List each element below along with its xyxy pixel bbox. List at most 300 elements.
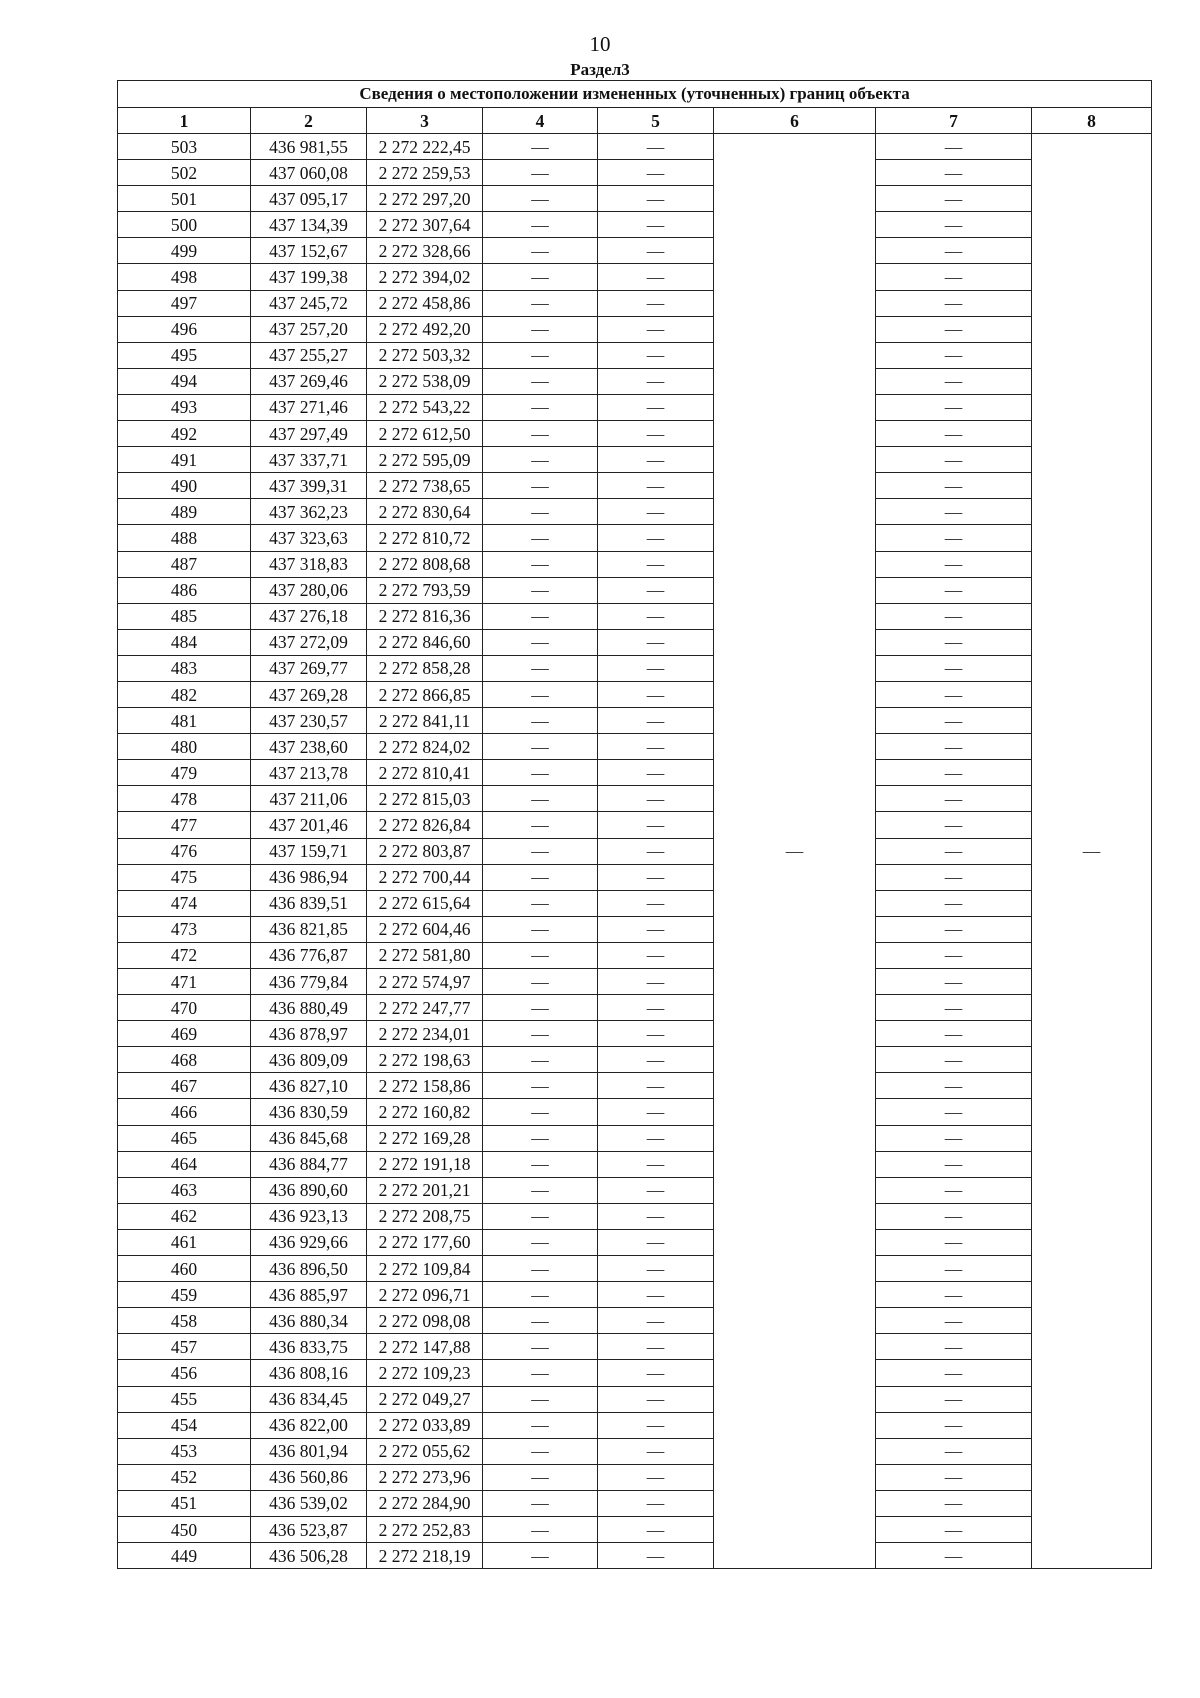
table-row <box>118 1464 1152 1490</box>
table-row <box>118 1047 1152 1073</box>
column-5-cell: — <box>598 1412 714 1438</box>
y-coordinate-cell: 2 272 147,88 <box>367 1334 483 1360</box>
column-5-cell: — <box>598 368 714 394</box>
column-7-cell: — <box>876 1412 1032 1438</box>
table-row <box>118 708 1152 734</box>
column-7-cell: — <box>876 1490 1032 1516</box>
y-coordinate-cell: 2 272 858,28 <box>367 655 483 681</box>
column-4-cell: — <box>483 812 598 838</box>
point-number-cell: 499 <box>118 238 251 264</box>
table-row <box>118 1438 1152 1464</box>
table-row <box>118 186 1152 212</box>
column-4-cell: — <box>483 1099 598 1125</box>
table-row <box>118 1099 1152 1125</box>
column-4-cell: — <box>483 1464 598 1490</box>
column-7-cell: — <box>876 394 1032 420</box>
column-4-cell: — <box>483 1229 598 1255</box>
column-5-cell: — <box>598 760 714 786</box>
y-coordinate-cell: 2 272 191,18 <box>367 1151 483 1177</box>
y-coordinate-cell: 2 272 581,80 <box>367 942 483 968</box>
x-coordinate-cell: 437 255,27 <box>251 342 367 368</box>
column-5-cell: — <box>598 1151 714 1177</box>
table-row <box>118 1073 1152 1099</box>
table-row <box>118 134 1152 160</box>
y-coordinate-cell: 2 272 055,62 <box>367 1438 483 1464</box>
column-header: 7 <box>876 108 1032 134</box>
column-5-cell: — <box>598 1125 714 1151</box>
y-coordinate-cell: 2 272 158,86 <box>367 1073 483 1099</box>
x-coordinate-cell: 437 159,71 <box>251 838 367 864</box>
column-4-cell: — <box>483 603 598 629</box>
x-coordinate-cell: 436 880,49 <box>251 995 367 1021</box>
table-row <box>118 499 1152 525</box>
column-5-cell: — <box>598 577 714 603</box>
column-5-cell: — <box>598 1021 714 1047</box>
column-4-cell: — <box>483 1412 598 1438</box>
y-coordinate-cell: 2 272 222,45 <box>367 134 483 160</box>
point-number-cell: 473 <box>118 916 251 942</box>
column-4-cell: — <box>483 681 598 707</box>
table-row <box>118 551 1152 577</box>
point-number-cell: 492 <box>118 421 251 447</box>
y-coordinate-cell: 2 272 284,90 <box>367 1490 483 1516</box>
y-coordinate-cell: 2 272 033,89 <box>367 1412 483 1438</box>
column-7-cell: — <box>876 473 1032 499</box>
column-4-cell: — <box>483 134 598 160</box>
table-row <box>118 916 1152 942</box>
column-7-cell: — <box>876 1125 1032 1151</box>
table-body <box>118 134 1152 1569</box>
column-7-cell: — <box>876 499 1032 525</box>
x-coordinate-cell: 437 318,83 <box>251 551 367 577</box>
column-5-cell: — <box>598 1334 714 1360</box>
column-5-cell: — <box>598 1282 714 1308</box>
x-coordinate-cell: 437 269,46 <box>251 368 367 394</box>
column-5-cell: — <box>598 473 714 499</box>
y-coordinate-cell: 2 272 543,22 <box>367 394 483 420</box>
column-7-cell: — <box>876 1256 1032 1282</box>
column-5-cell: — <box>598 1490 714 1516</box>
column-header: 1 <box>118 108 251 134</box>
column-7-cell: — <box>876 421 1032 447</box>
point-number-cell: 461 <box>118 1229 251 1255</box>
x-coordinate-cell: 437 276,18 <box>251 603 367 629</box>
table-row <box>118 316 1152 342</box>
page-number: 10 <box>589 32 611 56</box>
x-coordinate-cell: 436 878,97 <box>251 1021 367 1047</box>
column-7-cell: — <box>876 969 1032 995</box>
column-7-cell: — <box>876 1282 1032 1308</box>
column-7-cell: — <box>876 264 1032 290</box>
table-row <box>118 264 1152 290</box>
column-8-merged-cell: — <box>1032 134 1152 1569</box>
column-5-cell: — <box>598 708 714 734</box>
y-coordinate-cell: 2 272 297,20 <box>367 186 483 212</box>
point-number-cell: 451 <box>118 1490 251 1516</box>
column-4-cell: — <box>483 1543 598 1569</box>
column-7-cell: — <box>876 1308 1032 1334</box>
column-7-cell: — <box>876 1203 1032 1229</box>
table-row <box>118 1490 1152 1516</box>
point-number-cell: 467 <box>118 1073 251 1099</box>
column-header: 4 <box>483 108 598 134</box>
y-coordinate-cell: 2 272 824,02 <box>367 734 483 760</box>
column-4-cell: — <box>483 1125 598 1151</box>
column-4-cell: — <box>483 760 598 786</box>
x-coordinate-cell: 436 885,97 <box>251 1282 367 1308</box>
column-4-cell: — <box>483 238 598 264</box>
column-4-cell: — <box>483 995 598 1021</box>
y-coordinate-cell: 2 272 394,02 <box>367 264 483 290</box>
column-5-cell: — <box>598 212 714 238</box>
column-5-cell: — <box>598 916 714 942</box>
point-number-cell: 497 <box>118 290 251 316</box>
x-coordinate-cell: 437 060,08 <box>251 160 367 186</box>
y-coordinate-cell: 2 272 160,82 <box>367 1099 483 1125</box>
column-4-cell: — <box>483 577 598 603</box>
y-coordinate-cell: 2 272 574,97 <box>367 969 483 995</box>
table-row <box>118 1308 1152 1334</box>
table-caption: Сведения о местоположении измененных (уточненных) границ объекта <box>118 81 1152 108</box>
column-4-cell: — <box>483 1308 598 1334</box>
column-4-cell: — <box>483 525 598 551</box>
x-coordinate-cell: 436 822,00 <box>251 1412 367 1438</box>
y-coordinate-cell: 2 272 218,19 <box>367 1543 483 1569</box>
column-4-cell: — <box>483 447 598 473</box>
table-row <box>118 1360 1152 1386</box>
column-7-cell: — <box>876 812 1032 838</box>
column-4-cell: — <box>483 655 598 681</box>
point-number-cell: 480 <box>118 734 251 760</box>
table-row <box>118 760 1152 786</box>
column-4-cell: — <box>483 708 598 734</box>
column-4-cell: — <box>483 786 598 812</box>
column-4-cell: — <box>483 890 598 916</box>
point-number-cell: 500 <box>118 212 251 238</box>
column-4-cell: — <box>483 1360 598 1386</box>
table-row <box>118 212 1152 238</box>
table-row <box>118 786 1152 812</box>
column-5-cell: — <box>598 1099 714 1125</box>
y-coordinate-cell: 2 272 816,36 <box>367 603 483 629</box>
column-5-cell: — <box>598 447 714 473</box>
column-7-cell: — <box>876 995 1032 1021</box>
x-coordinate-cell: 436 896,50 <box>251 1256 367 1282</box>
column-5-cell: — <box>598 1256 714 1282</box>
column-5-cell: — <box>598 890 714 916</box>
column-4-cell: — <box>483 499 598 525</box>
column-4-cell: — <box>483 342 598 368</box>
table-row <box>118 421 1152 447</box>
x-coordinate-cell: 436 839,51 <box>251 890 367 916</box>
y-coordinate-cell: 2 272 810,41 <box>367 760 483 786</box>
table-row <box>118 995 1152 1021</box>
column-7-cell: — <box>876 186 1032 212</box>
section-title: Раздел3 <box>570 60 630 79</box>
column-4-cell: — <box>483 316 598 342</box>
point-number-cell: 465 <box>118 1125 251 1151</box>
column-header: 8 <box>1032 108 1152 134</box>
point-number-cell: 457 <box>118 1334 251 1360</box>
x-coordinate-cell: 436 779,84 <box>251 969 367 995</box>
table-row <box>118 1516 1152 1542</box>
point-number-cell: 496 <box>118 316 251 342</box>
point-number-cell: 476 <box>118 838 251 864</box>
y-coordinate-cell: 2 272 098,08 <box>367 1308 483 1334</box>
table-row <box>118 473 1152 499</box>
column-4-cell: — <box>483 838 598 864</box>
column-7-cell: — <box>876 942 1032 968</box>
column-7-cell: — <box>876 1047 1032 1073</box>
column-5-cell: — <box>598 421 714 447</box>
table-row <box>118 1229 1152 1255</box>
x-coordinate-cell: 436 884,77 <box>251 1151 367 1177</box>
point-number-cell: 474 <box>118 890 251 916</box>
x-coordinate-cell: 436 845,68 <box>251 1125 367 1151</box>
x-coordinate-cell: 437 095,17 <box>251 186 367 212</box>
y-coordinate-cell: 2 272 234,01 <box>367 1021 483 1047</box>
point-number-cell: 503 <box>118 134 251 160</box>
x-coordinate-cell: 437 399,31 <box>251 473 367 499</box>
y-coordinate-cell: 2 272 700,44 <box>367 864 483 890</box>
column-5-cell: — <box>598 681 714 707</box>
column-7-cell: — <box>876 447 1032 473</box>
column-4-cell: — <box>483 186 598 212</box>
y-coordinate-cell: 2 272 109,23 <box>367 1360 483 1386</box>
point-number-cell: 498 <box>118 264 251 290</box>
column-number-row <box>118 108 1152 134</box>
column-7-cell: — <box>876 290 1032 316</box>
column-5-cell: — <box>598 186 714 212</box>
point-number-cell: 489 <box>118 499 251 525</box>
column-4-cell: — <box>483 942 598 968</box>
column-7-cell: — <box>876 1334 1032 1360</box>
point-number-cell: 478 <box>118 786 251 812</box>
table-row <box>118 1125 1152 1151</box>
x-coordinate-cell: 437 271,46 <box>251 394 367 420</box>
table-row <box>118 447 1152 473</box>
x-coordinate-cell: 436 981,55 <box>251 134 367 160</box>
column-5-cell: — <box>598 786 714 812</box>
point-number-cell: 449 <box>118 1543 251 1569</box>
column-4-cell: — <box>483 1151 598 1177</box>
x-coordinate-cell: 437 230,57 <box>251 708 367 734</box>
table-row <box>118 1412 1152 1438</box>
point-number-cell: 487 <box>118 551 251 577</box>
column-4-cell: — <box>483 1203 598 1229</box>
column-6-merged-cell: — <box>714 134 876 1569</box>
column-7-cell: — <box>876 1543 1032 1569</box>
column-5-cell: — <box>598 525 714 551</box>
point-number-cell: 501 <box>118 186 251 212</box>
column-7-cell: — <box>876 655 1032 681</box>
column-4-cell: — <box>483 1334 598 1360</box>
column-header: 2 <box>251 108 367 134</box>
column-7-cell: — <box>876 734 1032 760</box>
column-7-cell: — <box>876 1099 1032 1125</box>
x-coordinate-cell: 436 890,60 <box>251 1177 367 1203</box>
column-5-cell: — <box>598 394 714 420</box>
table-row <box>118 734 1152 760</box>
column-4-cell: — <box>483 1438 598 1464</box>
point-number-cell: 488 <box>118 525 251 551</box>
y-coordinate-cell: 2 272 492,20 <box>367 316 483 342</box>
column-7-cell: — <box>876 1464 1032 1490</box>
column-5-cell: — <box>598 838 714 864</box>
column-5-cell: — <box>598 734 714 760</box>
column-4-cell: — <box>483 473 598 499</box>
x-coordinate-cell: 437 199,38 <box>251 264 367 290</box>
column-5-cell: — <box>598 1047 714 1073</box>
point-number-cell: 454 <box>118 1412 251 1438</box>
table-row <box>118 525 1152 551</box>
x-coordinate-cell: 437 213,78 <box>251 760 367 786</box>
column-4-cell: — <box>483 421 598 447</box>
x-coordinate-cell: 437 337,71 <box>251 447 367 473</box>
y-coordinate-cell: 2 272 604,46 <box>367 916 483 942</box>
column-7-cell: — <box>876 838 1032 864</box>
column-5-cell: — <box>598 1516 714 1542</box>
table-row <box>118 342 1152 368</box>
table-row <box>118 290 1152 316</box>
column-4-cell: — <box>483 1386 598 1412</box>
column-4-cell: — <box>483 969 598 995</box>
x-coordinate-cell: 436 539,02 <box>251 1490 367 1516</box>
column-5-cell: — <box>598 603 714 629</box>
point-number-cell: 485 <box>118 603 251 629</box>
x-coordinate-cell: 437 297,49 <box>251 421 367 447</box>
y-coordinate-cell: 2 272 458,86 <box>367 290 483 316</box>
column-5-cell: — <box>598 1177 714 1203</box>
y-coordinate-cell: 2 272 793,59 <box>367 577 483 603</box>
column-5-cell: — <box>598 160 714 186</box>
x-coordinate-cell: 436 986,94 <box>251 864 367 890</box>
column-5-cell: — <box>598 1543 714 1569</box>
y-coordinate-cell: 2 272 808,68 <box>367 551 483 577</box>
table-row <box>118 969 1152 995</box>
point-number-cell: 459 <box>118 1282 251 1308</box>
column-4-cell: — <box>483 1256 598 1282</box>
column-5-cell: — <box>598 942 714 968</box>
point-number-cell: 469 <box>118 1021 251 1047</box>
y-coordinate-cell: 2 272 503,32 <box>367 342 483 368</box>
x-coordinate-cell: 437 272,09 <box>251 629 367 655</box>
table-row <box>118 1256 1152 1282</box>
column-7-cell: — <box>876 890 1032 916</box>
y-coordinate-cell: 2 272 169,28 <box>367 1125 483 1151</box>
table-row <box>118 629 1152 655</box>
y-coordinate-cell: 2 272 201,21 <box>367 1177 483 1203</box>
point-number-cell: 463 <box>118 1177 251 1203</box>
table-row <box>118 1386 1152 1412</box>
table-row <box>118 1203 1152 1229</box>
column-5-cell: — <box>598 629 714 655</box>
column-7-cell: — <box>876 1229 1032 1255</box>
column-5-cell: — <box>598 316 714 342</box>
column-5-cell: — <box>598 864 714 890</box>
column-5-cell: — <box>598 812 714 838</box>
x-coordinate-cell: 437 323,63 <box>251 525 367 551</box>
column-5-cell: — <box>598 969 714 995</box>
point-number-cell: 468 <box>118 1047 251 1073</box>
column-7-cell: — <box>876 238 1032 264</box>
column-4-cell: — <box>483 290 598 316</box>
column-4-cell: — <box>483 264 598 290</box>
table-row <box>118 577 1152 603</box>
y-coordinate-cell: 2 272 830,64 <box>367 499 483 525</box>
table-row <box>118 655 1152 681</box>
x-coordinate-cell: 436 801,94 <box>251 1438 367 1464</box>
column-7-cell: — <box>876 316 1032 342</box>
y-coordinate-cell: 2 272 208,75 <box>367 1203 483 1229</box>
y-coordinate-cell: 2 272 826,84 <box>367 812 483 838</box>
point-number-cell: 486 <box>118 577 251 603</box>
column-5-cell: — <box>598 1464 714 1490</box>
table-row <box>118 238 1152 264</box>
x-coordinate-cell: 436 833,75 <box>251 1334 367 1360</box>
column-5-cell: — <box>598 1073 714 1099</box>
point-number-cell: 477 <box>118 812 251 838</box>
point-number-cell: 471 <box>118 969 251 995</box>
column-5-cell: — <box>598 1203 714 1229</box>
table-row <box>118 160 1152 186</box>
x-coordinate-cell: 436 506,28 <box>251 1543 367 1569</box>
column-7-cell: — <box>876 786 1032 812</box>
point-number-cell: 456 <box>118 1360 251 1386</box>
point-number-cell: 479 <box>118 760 251 786</box>
column-4-cell: — <box>483 160 598 186</box>
x-coordinate-cell: 437 269,77 <box>251 655 367 681</box>
y-coordinate-cell: 2 272 846,60 <box>367 629 483 655</box>
column-7-cell: — <box>876 1516 1032 1542</box>
column-4-cell: — <box>483 1021 598 1047</box>
column-header: 5 <box>598 108 714 134</box>
point-number-cell: 450 <box>118 1516 251 1542</box>
point-number-cell: 462 <box>118 1203 251 1229</box>
column-7-cell: — <box>876 342 1032 368</box>
y-coordinate-cell: 2 272 096,71 <box>367 1282 483 1308</box>
x-coordinate-cell: 436 923,13 <box>251 1203 367 1229</box>
table-row <box>118 864 1152 890</box>
y-coordinate-cell: 2 272 866,85 <box>367 681 483 707</box>
column-4-cell: — <box>483 1282 598 1308</box>
x-coordinate-cell: 436 776,87 <box>251 942 367 968</box>
x-coordinate-cell: 436 560,86 <box>251 1464 367 1490</box>
x-coordinate-cell: 437 201,46 <box>251 812 367 838</box>
y-coordinate-cell: 2 272 615,64 <box>367 890 483 916</box>
column-7-cell: — <box>876 1073 1032 1099</box>
point-number-cell: 470 <box>118 995 251 1021</box>
table-row <box>118 812 1152 838</box>
column-5-cell: — <box>598 1229 714 1255</box>
x-coordinate-cell: 437 362,23 <box>251 499 367 525</box>
table-row <box>118 890 1152 916</box>
point-number-cell: 466 <box>118 1099 251 1125</box>
point-number-cell: 491 <box>118 447 251 473</box>
column-7-cell: — <box>876 551 1032 577</box>
column-header: 3 <box>367 108 483 134</box>
column-7-cell: — <box>876 525 1032 551</box>
y-coordinate-cell: 2 272 803,87 <box>367 838 483 864</box>
y-coordinate-cell: 2 272 738,65 <box>367 473 483 499</box>
y-coordinate-cell: 2 272 815,03 <box>367 786 483 812</box>
column-7-cell: — <box>876 160 1032 186</box>
table-row <box>118 1021 1152 1047</box>
point-number-cell: 483 <box>118 655 251 681</box>
x-coordinate-cell: 437 280,06 <box>251 577 367 603</box>
y-coordinate-cell: 2 272 259,53 <box>367 160 483 186</box>
table-row <box>118 1543 1152 1569</box>
